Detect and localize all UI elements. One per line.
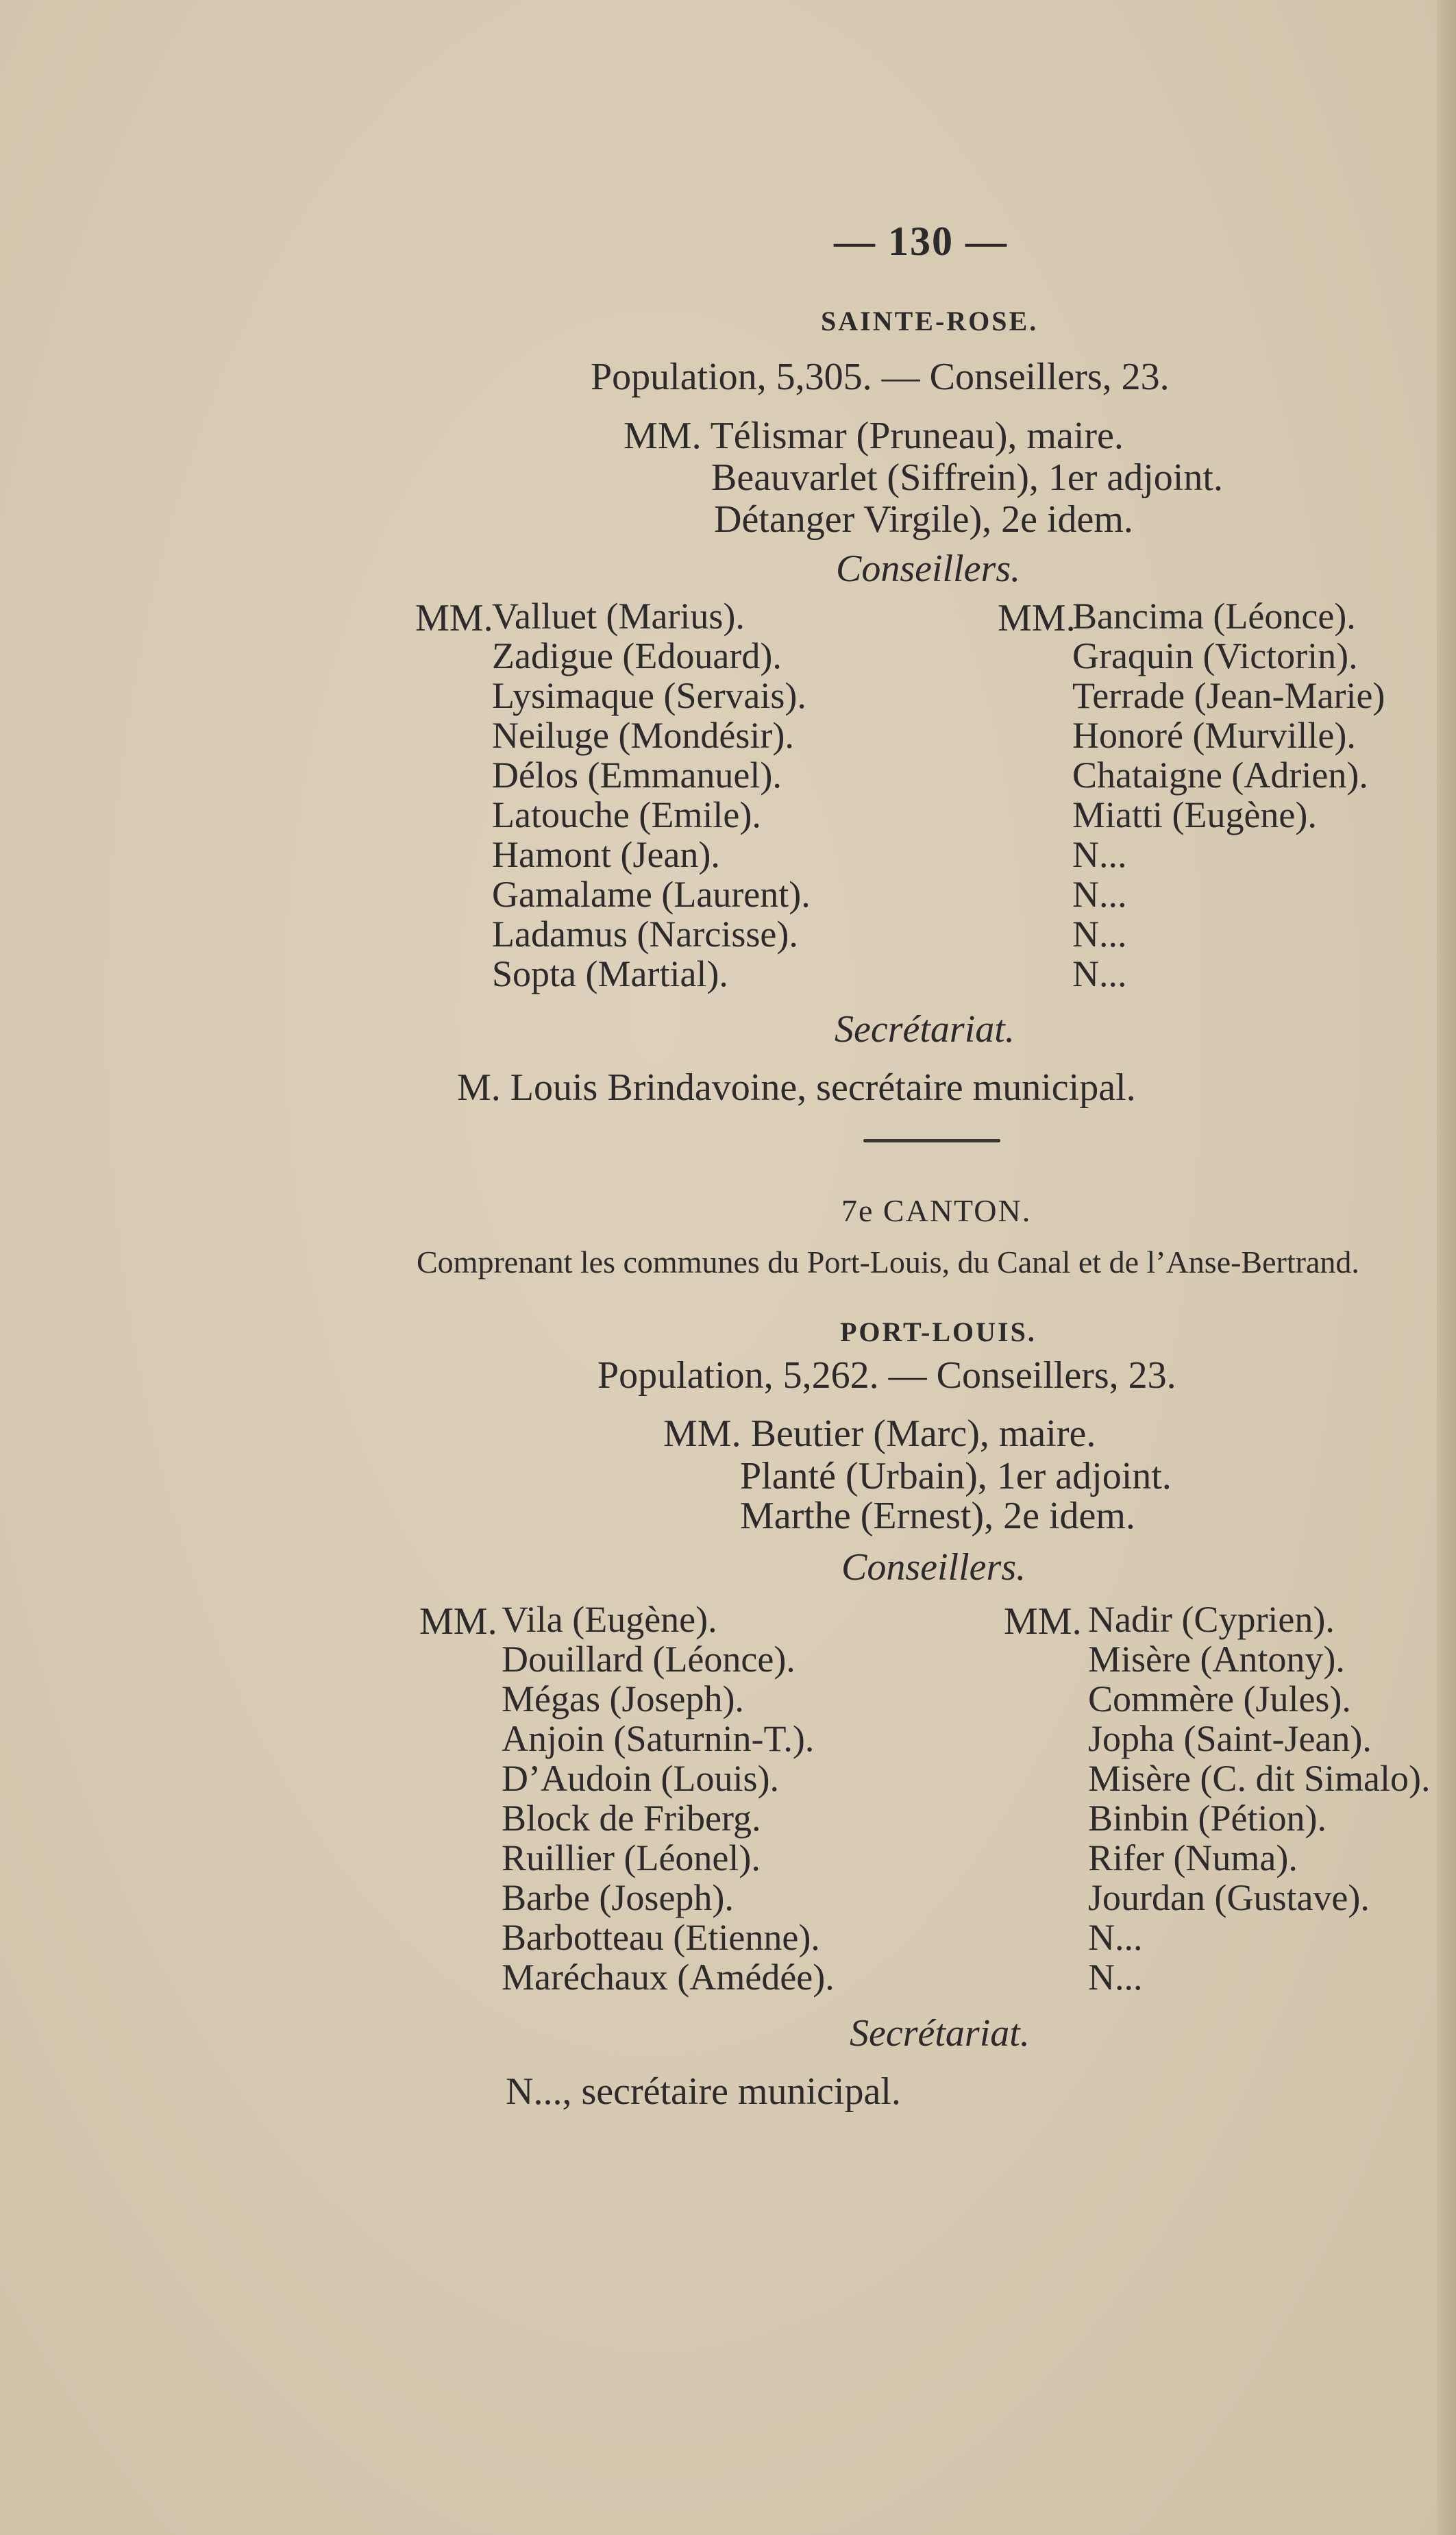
official-first-adjoint: Planté (Urbain), 1er adjoint. [740,1455,1172,1497]
councillors-left [502,1600,835,1997]
councillor: Anjoin (Saturnin-T.). [502,1718,815,1759]
commune-title-port-louis: PORT-LOUIS. [840,1317,1037,1347]
councillor: Binbin (Pétion). [1088,1798,1327,1839]
conseillers-heading: Conseillers. [841,1546,1026,1589]
right-prefix: MM. [1004,1600,1082,1643]
councillor: Barbe (Joseph). [502,1877,734,1918]
councillor: Ladamus (Narcisse). [492,914,798,955]
councillor: Terrade (Jean-Marie) [1072,675,1385,716]
councillor: Maréchaux (Amédée). [502,1957,835,1998]
councillor: Misère (C. dit Simalo). [1088,1758,1431,1799]
secretariat-heading: Secrétariat. [850,2012,1030,2055]
official-second-adjoint: Marthe (Ernest), 2e idem. [740,1495,1135,1537]
secretary-line: M. Louis Brindavoine, secrétaire municipal. [457,1066,1136,1109]
councillor: Délos (Emmanuel). [492,755,782,796]
councillor: N... [1088,1957,1143,1998]
population-line: Population, 5,305. — Conseillers, 23. [591,356,1170,398]
councillor: N... [1072,874,1127,915]
right-prefix: MM. [998,597,1076,639]
councillor: Mégas (Joseph). [502,1678,744,1719]
councillor: N... [1072,953,1127,994]
official-second-adjoint: Détanger Virgile), 2e idem. [714,498,1133,541]
councillor: Vila (Eugène). [502,1599,717,1640]
councillor: Commère (Jules). [1088,1678,1351,1719]
official-mayor: MM. Télismar (Pruneau), maire. [624,415,1124,457]
councillor: Gamalame (Laurent). [492,874,811,915]
councillor: Bancima (Léonce). [1072,596,1356,637]
page-number: — 130 — [834,219,1008,264]
councillor: Rifer (Numa). [1088,1837,1298,1878]
left-prefix: MM. [419,1600,497,1643]
councillor: Barbotteau (Etienne). [502,1917,820,1958]
canton-description: Comprenant les communes du Port-Louis, du Canal et de l’Anse-Bertrand. [417,1245,1359,1279]
councillor: Ruillier (Léonel). [502,1837,761,1878]
commune-title-sainte-rose: SAINTE-ROSE. [821,306,1039,336]
secretary-line: N..., secrétaire municipal. [506,2070,901,2113]
councillor: N... [1072,914,1127,955]
councillors-right [1072,596,1385,994]
councillor: Nadir (Cyprien). [1088,1599,1335,1640]
conseillers-heading: Conseillers. [836,548,1021,590]
councillor: N... [1088,1917,1143,1958]
councillor: Zadigue (Edouard). [492,635,782,676]
councillor: Lysimaque (Servais). [492,675,806,716]
councillor: Douillard (Léonce). [502,1639,795,1680]
councillor: Miatti (Eugène). [1072,794,1317,835]
councillors-right [1088,1600,1430,1997]
page-edge [1437,0,1456,2535]
councillor: Sopta (Martial). [492,953,728,994]
canton-title: 7e CANTON. [841,1193,1032,1228]
secretariat-heading: Secrétariat. [835,1008,1015,1051]
councillor: Hamont (Jean). [492,834,720,875]
official-first-adjoint: Beauvarlet (Siffrein), 1er adjoint. [711,456,1223,499]
official-mayor: MM. Beutier (Marc), maire. [663,1412,1096,1455]
councillor: N... [1072,834,1127,875]
population-line: Population, 5,262. — Conseillers, 23. [597,1354,1176,1397]
councillor: Block de Friberg. [502,1798,761,1839]
councillor: Misère (Antony). [1088,1639,1345,1680]
councillors-left [492,596,811,994]
councillor: Latouche (Emile). [492,794,761,835]
councillor: D’Audoin (Louis). [502,1758,779,1799]
councillor: Graquin (Victorin). [1072,635,1358,676]
councillor: Honoré (Murville). [1072,715,1356,756]
councillor: Neiluge (Mondésir). [492,715,794,756]
councillor: Chataigne (Adrien). [1072,755,1368,796]
councillor: Jopha (Saint-Jean). [1088,1718,1372,1759]
left-prefix: MM. [415,597,493,639]
section-divider [863,1139,1000,1142]
councillor: Jourdan (Gustave). [1088,1877,1370,1918]
councillor: Valluet (Marius). [492,596,745,637]
